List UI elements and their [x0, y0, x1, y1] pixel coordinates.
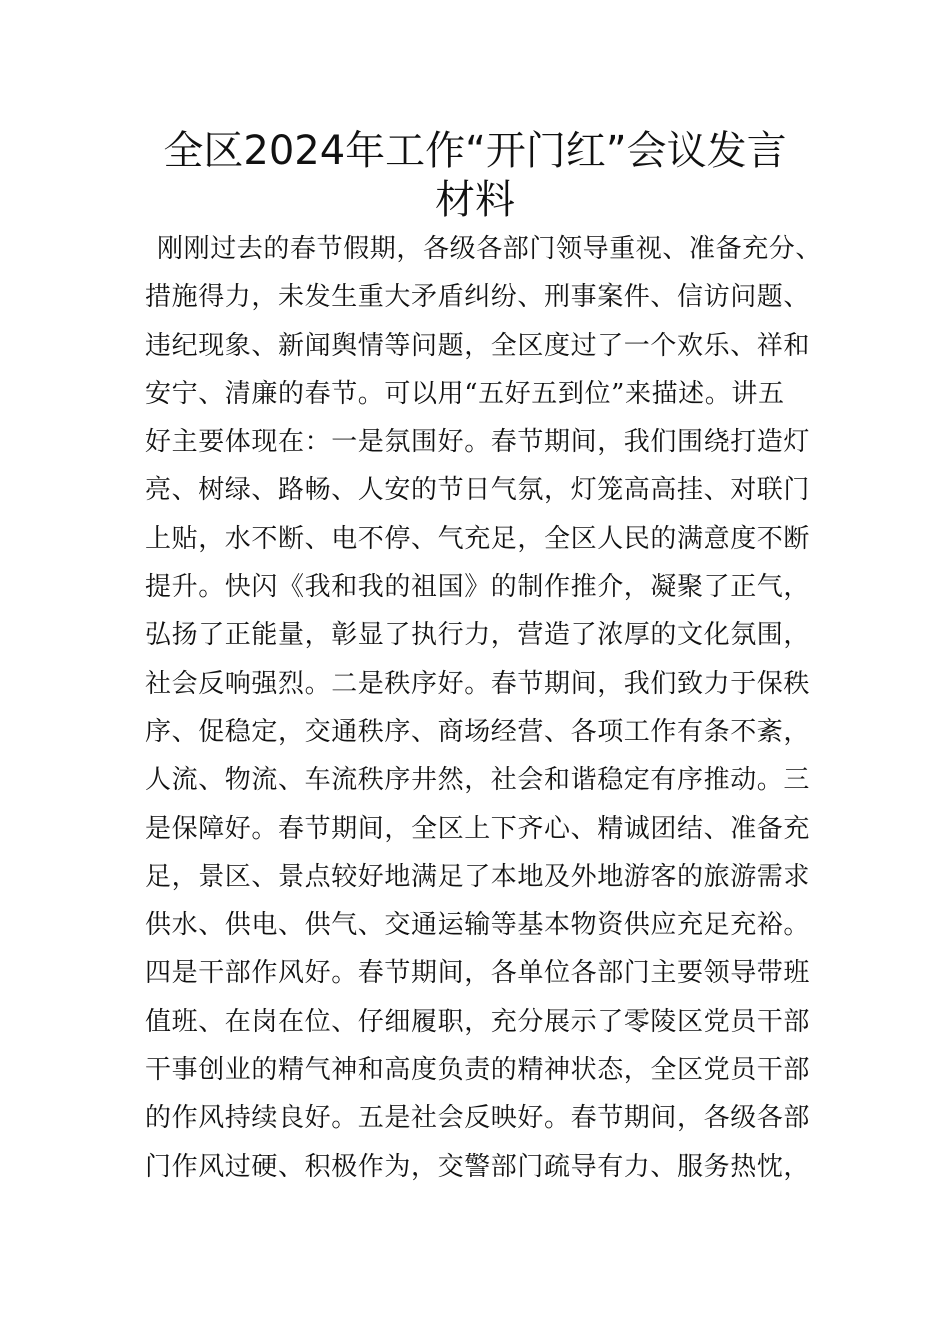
body-line: 措施得力，未发生重大矛盾纠纷、刑事案件、信访问题、: [145, 282, 811, 313]
body-line: 值班、在岗在位、仔细履职，充分展示了零陵区党员干部: [145, 1006, 811, 1037]
body-line: 提升。快闪《我和我的祖国》的制作推介，凝聚了正气，: [145, 572, 811, 603]
body-line: 的作风持续良好。五是社会反映好。春节期间，各级各部: [145, 1103, 811, 1134]
body-line: 好主要体现在：一是氛围好。春节期间，我们围绕打造灯: [145, 427, 811, 458]
body-line: 是保障好。春节期间，全区上下齐心、精诚团结、准备充: [145, 813, 811, 844]
body-line: 安宁、清廉的春节。可以用“五好五到位”来描述。讲五: [145, 378, 785, 409]
document-title-line-2: 材料: [435, 177, 515, 223]
body-line: 人流、物流、车流秩序井然，社会和谐稳定有序推动。三: [145, 765, 811, 796]
body-line: 社会反响强烈。二是秩序好。春节期间，我们致力于保秩: [145, 668, 811, 699]
document-body: [145, 225, 825, 1191]
body-line: 亮、树绿、路畅、人安的节日气氛，灯笼高高挂、对联门: [145, 475, 811, 506]
body-line: 弘扬了正能量，彰显了执行力，营造了浓厚的文化氛围，: [145, 620, 811, 651]
body-line: 违纪现象、新闻舆情等问题，全区度过了一个欢乐、祥和: [145, 330, 811, 361]
body-line: 序、促稳定，交通秩序、商场经营、各项工作有条不紊，: [145, 716, 811, 747]
document-title-line-1: 全区2024年工作“开门红”会议发言: [163, 128, 787, 174]
body-line: 供水、供电、供气、交通运输等基本物资供应充足充裕。: [145, 910, 811, 941]
body-line: 门作风过硬、积极作为，交警部门疏导有力、服务热忱，: [145, 1151, 811, 1182]
body-line: 四是干部作风好。春节期间，各单位各部门主要领导带班: [145, 958, 811, 989]
body-line: 干事创业的精气神和高度负责的精神状态，全区党员干部: [145, 1055, 811, 1086]
body-line: 刚刚过去的春节假期，各级各部门领导重视、准备充分、: [157, 234, 823, 264]
body-line: 足，景区、景点较好地满足了本地及外地游客的旅游需求: [145, 861, 811, 892]
body-line: 上贴，水不断、电不停、气充足，全区人民的满意度不断: [145, 523, 811, 554]
